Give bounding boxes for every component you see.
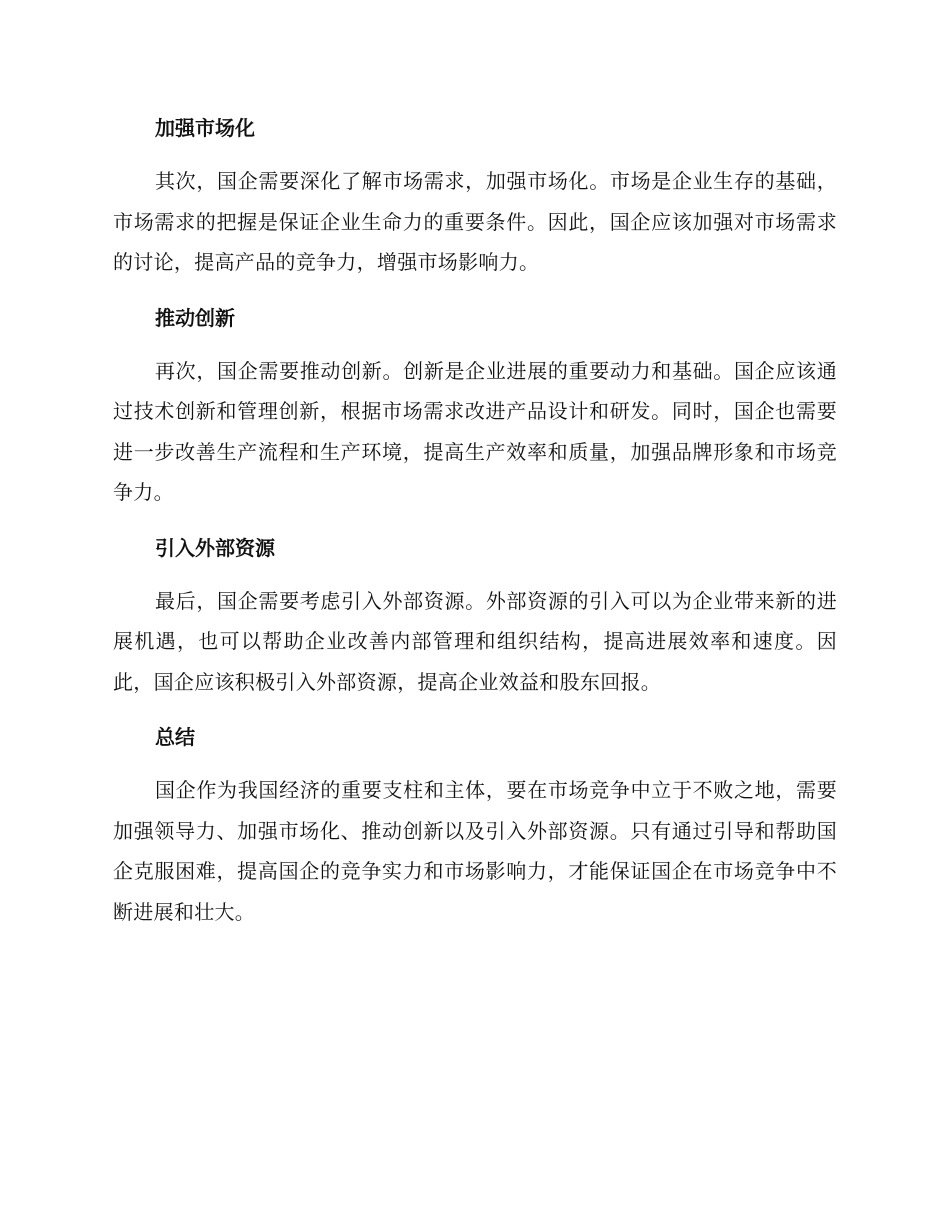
section-heading: 引入外部资源: [155, 535, 275, 560]
section-paragraph: 再次，国企需要推动创新。创新是企业进展的重要动力和基础。国企应该通过技术创新和管理创新，根据市场需求改进产品设计和研发。同时，国企也需要进一步改善生产流程和生产环境，提高生产效率和质量，加强品牌形象和市场竞争力。: [113, 358, 837, 504]
section-heading: 总结: [155, 725, 195, 749]
section-innovation: [113, 298, 837, 513]
document-content: [113, 108, 837, 947]
section-paragraph: 其次，国企需要深化了解市场需求，加强市场化。市场是企业生存的基础，市场需求的把握是保证企业生命力的重要条件。因此，国企应该加强对市场需求的讨论，提高产品的竞争力，增强市场影响力。: [113, 169, 837, 274]
section-heading: 加强市场化: [155, 116, 255, 140]
section-paragraph: 国企作为我国经济的重要支柱和主体，要在市场竞争中立于不败之地，需要加强领导力、加强市场化、推动创新以及引入外部资源。只有通过引导和帮助国企克服困难，提高国企的竞争实力和市场影响力，才能保证国企在市场竞争中不断进展和壮大。: [113, 778, 837, 924]
section-summary: [113, 717, 837, 932]
section-external-resources: [113, 528, 837, 703]
section-paragraph: 最后，国企需要考虑引入外部资源。外部资源的引入可以为企业带来新的进展机遇，也可以帮助企业改善内部管理和组织结构，提高进展效率和速度。因此，国企应该积极引入外部资源，提高企业效益和股东回报。: [113, 588, 837, 694]
section-heading: 推动创新: [155, 305, 235, 330]
section-market: [113, 108, 837, 283]
